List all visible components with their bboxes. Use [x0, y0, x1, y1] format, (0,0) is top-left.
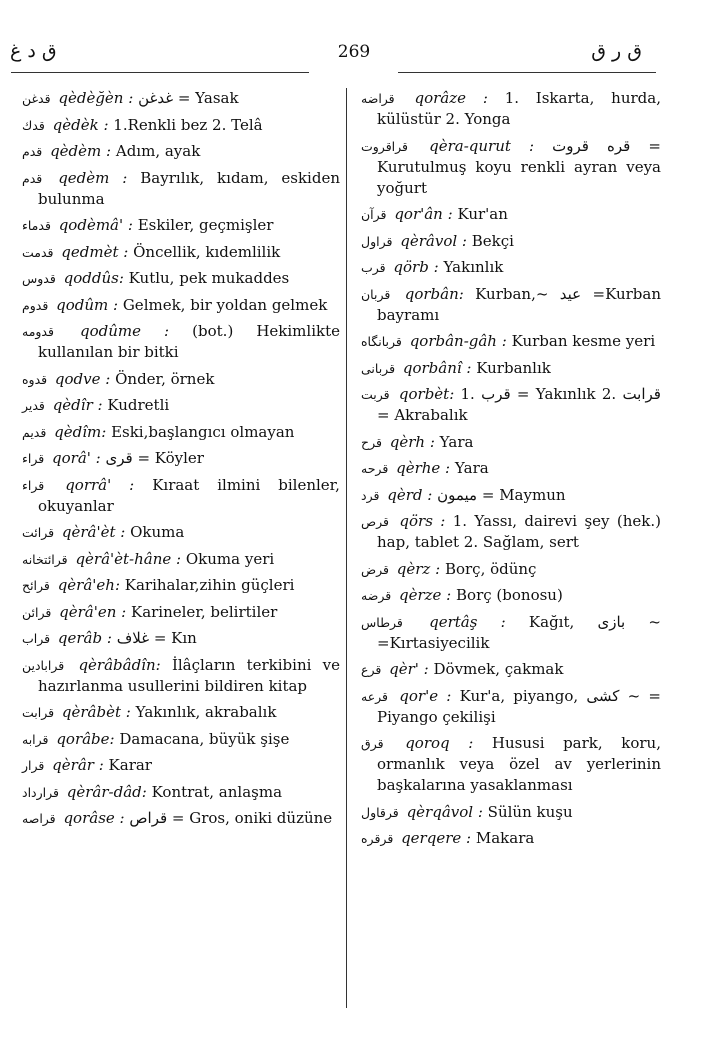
entry-definition: Borç (bonosu) — [456, 586, 563, 604]
dictionary-entry — [22, 448, 340, 469]
entry-transliteration: qèra-qurut : — [429, 136, 535, 155]
entry-definition: Dövmek, çakmak — [433, 660, 564, 678]
dictionary-entry — [361, 458, 661, 479]
entry-transliteration: qodûme : — [80, 322, 170, 340]
dictionary-entry — [361, 432, 661, 453]
dictionary-entry — [22, 549, 340, 570]
entry-arabic: قرائح — [22, 578, 50, 593]
entry-transliteration: qor'ân : — [394, 205, 453, 223]
entry-arabic: قدم — [22, 170, 43, 186]
dictionary-entry — [361, 331, 661, 352]
entry-arabic: قراب — [22, 631, 51, 646]
entry-transliteration: qèdèğèn : — [58, 89, 134, 107]
entry-transliteration: qèdèk : — [52, 115, 109, 134]
dictionary-entry — [22, 575, 340, 596]
entry-definition: Kur'a, piyango, كشى ~ = Piyango çekilişi — [377, 686, 661, 726]
entry-transliteration: qèrâ'èt : — [61, 523, 126, 541]
dictionary-entry — [22, 655, 340, 697]
entry-definition: Kurban,~ عيد =Kurban bayramı — [377, 284, 661, 324]
entry-definition: Bayrılık, kıdam, eskiden bulunma — [38, 168, 340, 208]
entry-arabic: قراء — [22, 451, 45, 466]
entry-arabic: قرح — [361, 434, 382, 450]
dictionary-entry — [361, 511, 661, 553]
entry-transliteration: qertâş : — [429, 612, 506, 631]
entry-arabic: قدومه — [22, 324, 54, 339]
entry-arabic: قرابادين — [22, 657, 65, 673]
entry-transliteration: qèrh : — [389, 432, 435, 451]
entry-definition: Kontrat, anlaşma — [151, 782, 283, 801]
entry-arabic: قربان — [361, 286, 391, 302]
entry-transliteration: qèrqâvol : — [406, 802, 483, 821]
entry-arabic: قراقروت — [361, 138, 409, 154]
dictionary-entry — [22, 88, 340, 109]
column-divider — [346, 88, 347, 1008]
entry-arabic: قراول — [361, 233, 393, 249]
header-rule-right — [398, 72, 656, 73]
dictionary-entry — [22, 369, 340, 390]
entry-transliteration: qorâze : — [414, 89, 488, 107]
dictionary-entry — [22, 729, 340, 750]
dictionary-entry — [22, 242, 340, 263]
entry-definition: غلاف = Kın — [116, 629, 197, 647]
entry-definition: Kudretli — [107, 396, 170, 414]
entry-arabic: قدمت — [22, 244, 54, 260]
dictionary-entry — [361, 802, 661, 823]
entry-arabic: قرضه — [361, 588, 392, 603]
entry-definition: 1. قرب = Yakınlık 2. قرابت = Akrabalık — [377, 385, 661, 424]
entry-arabic: قدم — [22, 144, 43, 159]
entry-transliteration: qorbèt: — [398, 385, 455, 403]
entry-definition: Kıraat ilmini bilenler, okuyanlar — [38, 475, 340, 515]
dictionary-entry — [361, 733, 661, 796]
entry-arabic: قرار — [22, 758, 45, 773]
entry-definition: Damacana, büyük şişe — [119, 729, 290, 748]
entry-definition: Bekçi — [471, 231, 514, 250]
entry-arabic: قرابت — [22, 705, 55, 720]
entry-definition: Yakınlık — [443, 258, 504, 276]
dictionary-entry — [361, 686, 661, 728]
entry-arabic: قدوم — [22, 297, 49, 313]
entry-definition: Kurbanlık — [476, 358, 551, 377]
entry-definition: 1. Iskarta, hurda, külüstür 2. Yonga — [377, 89, 661, 128]
entry-arabic: قراصه — [22, 811, 56, 826]
dictionary-entry — [361, 828, 661, 849]
entry-definition: Gelmek, bir yoldan gelmek — [122, 295, 328, 314]
entry-transliteration: qorâse : — [63, 809, 125, 827]
entry-arabic: قرائن — [22, 604, 52, 620]
entry-arabic: قرع — [361, 662, 382, 677]
entry-definition: Öncellik, kıdemlilik — [133, 242, 281, 261]
entry-arabic: قرب — [361, 260, 386, 275]
entry-transliteration: qèrâ'eh: — [57, 576, 120, 594]
entry-transliteration: qorbân-gâh : — [409, 332, 507, 350]
entry-definition: 1.Renkli bez 2. Telâ — [113, 115, 263, 134]
entry-definition: Karar — [108, 756, 152, 774]
dictionary-entry — [22, 268, 340, 289]
entry-definition: Karineler, belirtiler — [130, 602, 278, 621]
dictionary-entry — [22, 702, 340, 723]
entry-definition: Hususi park, koru, ormanlık veya özel av yerlerinin başkalarına yasaklanması — [377, 734, 661, 794]
dictionary-entry — [22, 808, 340, 829]
entry-arabic: قرائتخانه — [22, 551, 68, 567]
dictionary-entry — [22, 395, 340, 416]
entry-transliteration: qèr' : — [389, 660, 429, 678]
entry-definition: Eskiler, geçmişler — [137, 216, 274, 234]
dictionary-entry — [22, 628, 340, 649]
entry-transliteration: qoddûs: — [63, 269, 124, 287]
entry-transliteration: qèrâr : — [52, 756, 104, 774]
dictionary-entry — [22, 422, 340, 443]
entry-transliteration: qèrâbâdîn: — [78, 655, 161, 674]
entry-arabic: قرقره — [361, 831, 394, 846]
entry-transliteration: qèrhe : — [396, 459, 451, 477]
entry-arabic: قدغن — [22, 91, 51, 106]
dictionary-entry — [361, 204, 661, 225]
entry-arabic: قرض — [361, 561, 389, 577]
entry-transliteration: qodûm : — [56, 295, 119, 314]
dictionary-entry — [361, 585, 661, 606]
entry-arabic: قديم — [22, 424, 47, 440]
entry-definition: غدغن = Yasak — [138, 89, 239, 107]
dictionary-entry — [22, 602, 340, 623]
entry-arabic: قدير — [22, 398, 45, 413]
entry-transliteration: qodve : — [54, 369, 111, 388]
entry-definition: قرى = Köyler — [105, 449, 204, 467]
dictionary-entry — [361, 257, 661, 278]
entry-definition: قراص = Gros, oniki düzüne — [129, 809, 333, 827]
entry-definition: 1. Yassı, dairevi şey (hek.) hap, tablet 2. Sağlam, sert — [377, 512, 661, 551]
entry-transliteration: qèrâvol : — [400, 231, 467, 250]
dictionary-entry — [361, 485, 661, 506]
entry-definition: Eski,başlangıcı olmayan — [111, 422, 295, 441]
entry-arabic: قدوه — [22, 371, 48, 387]
entry-arabic: قرد — [361, 487, 380, 503]
page-number: 269 — [337, 42, 371, 62]
dictionary-entry — [22, 141, 340, 162]
dictionary-entry — [22, 755, 340, 776]
entry-transliteration: qorbânî : — [402, 358, 472, 377]
dictionary-entry — [22, 295, 340, 316]
dictionary-entry — [361, 384, 661, 426]
entry-arabic: قربت — [361, 387, 390, 402]
entry-definition: قره قروت = Kurutulmuş koyu renkli ayran veya yoğurt — [377, 136, 661, 197]
entry-definition: ميمون = Maymun — [437, 485, 566, 504]
entry-transliteration: qorâbe: — [56, 729, 115, 748]
entry-arabic: قربانگاه — [361, 334, 402, 349]
entry-definition: Yara — [454, 459, 489, 477]
entry-definition: Borç, ödünç — [444, 559, 537, 578]
entry-definition: (bot.) Hekimlikte kullanılan bir bitki — [38, 322, 340, 361]
dictionary-entry — [361, 284, 661, 326]
entry-transliteration: qerâb : — [57, 629, 112, 647]
dictionary-entry — [22, 782, 340, 803]
entry-arabic: قربانى — [361, 360, 396, 376]
entry-arabic: قرق — [361, 736, 384, 751]
entry-transliteration: qèdèm : — [50, 142, 112, 160]
entry-arabic: قرحه — [361, 461, 389, 476]
entry-definition: Karihalar,zihin güçleri — [124, 576, 295, 594]
entry-transliteration: qèdîr : — [52, 396, 103, 414]
header-letters-right: ق ر ق — [591, 40, 642, 62]
entry-arabic: قرابه — [22, 731, 49, 747]
entry-arabic: قرطاس — [361, 614, 403, 630]
left-column — [22, 88, 340, 835]
entry-arabic: قرارداد — [22, 784, 59, 800]
entry-definition: Okuma — [130, 523, 185, 541]
entry-definition: Makara — [475, 829, 535, 847]
entry-transliteration: qörs : — [399, 512, 446, 530]
entry-definition: Sülün kuşu — [487, 802, 573, 821]
entry-transliteration: qèrd : — [387, 485, 433, 504]
entry-arabic: قدوس — [22, 271, 56, 286]
dictionary-entry — [22, 215, 340, 236]
entry-definition: Okuma yeri — [185, 549, 275, 568]
entry-definition: Kağıt, بازى ~ =Kırtasiyecilik — [377, 612, 661, 652]
dictionary-entry — [361, 136, 661, 199]
dictionary-entry — [22, 168, 340, 210]
entry-transliteration: qor'e : — [399, 686, 452, 705]
entry-transliteration: qèrâ'en : — [59, 602, 127, 621]
dictionary-entry — [361, 358, 661, 379]
entry-definition: Adım, ayak — [115, 142, 201, 160]
header-rule-left — [11, 72, 309, 73]
entry-arabic: قراء — [22, 477, 45, 493]
entry-transliteration: qèrâ'èt-hâne : — [75, 549, 182, 568]
dictionary-entry — [361, 88, 661, 130]
entry-transliteration: qèrze : — [398, 586, 452, 604]
entry-transliteration: qorâ' : — [52, 449, 101, 467]
entry-arabic: قراضه — [361, 91, 395, 106]
right-column — [361, 88, 661, 855]
entry-transliteration: qèrâbèt : — [61, 703, 131, 721]
entry-arabic: قدك — [22, 117, 45, 133]
entry-transliteration: qorbân: — [404, 284, 464, 303]
dictionary-entry — [361, 612, 661, 654]
entry-transliteration: qèrâr-dâd: — [66, 782, 147, 801]
entry-definition: Yara — [439, 432, 474, 451]
entry-definition: Kurban kesme yeri — [511, 332, 656, 350]
entry-definition: Kutlu, pek mukaddes — [128, 269, 290, 287]
entry-transliteration: qorrâ' : — [65, 475, 135, 494]
entry-transliteration: qörb : — [393, 258, 439, 276]
header-letters-left: ق د غ — [10, 40, 57, 62]
dictionary-entry — [22, 475, 340, 517]
entry-arabic: قدماء — [22, 218, 51, 233]
entry-arabic: قرائت — [22, 525, 55, 540]
dictionary-entry — [361, 559, 661, 580]
dictionary-entry — [361, 659, 661, 680]
dictionary-entry — [361, 231, 661, 252]
entry-arabic: قرص — [361, 514, 389, 529]
entry-transliteration: qerqere : — [401, 829, 472, 847]
entry-transliteration: qoroq : — [405, 734, 474, 752]
dictionary-entry — [22, 321, 340, 363]
entry-transliteration: qedèm : — [58, 168, 128, 187]
entry-transliteration: qodèmâ' : — [58, 216, 133, 234]
dictionary-entry — [22, 115, 340, 136]
entry-transliteration: qèrz : — [396, 559, 441, 578]
entry-definition: Önder, örnek — [115, 369, 215, 388]
entry-transliteration: qèdîm: — [54, 422, 107, 441]
entry-definition: İlâçların terkibini ve hazırlanma usullerini bildiren kitap — [38, 655, 340, 695]
entry-arabic: قرعه — [361, 688, 389, 704]
entry-definition: Kur'an — [457, 205, 508, 223]
entry-arabic: قرآن — [361, 207, 387, 222]
entry-definition: Yakınlık, akrabalık — [135, 703, 277, 721]
entry-arabic: قرقاول — [361, 804, 399, 820]
entry-transliteration: qedmèt : — [61, 242, 129, 261]
dictionary-entry — [22, 522, 340, 543]
